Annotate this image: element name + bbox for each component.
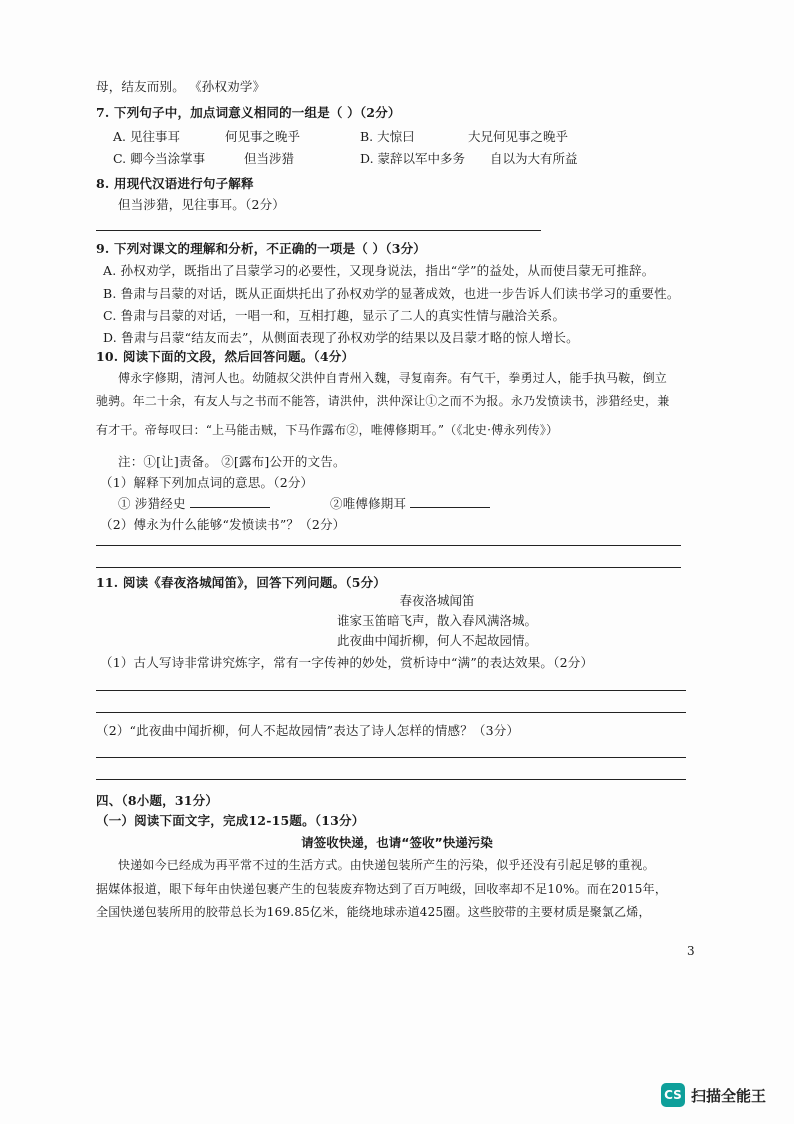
question-7-stem: 7. 下列句子中，加点词意义相同的一组是（ ）（2分） [96,105,401,120]
q10-sub1-b-text: ②唯傅修期耳 [330,496,407,511]
q10-sub2: （2）傅永为什么能够“发愤读书”？（2分） [100,517,346,532]
q8-answer-line[interactable] [96,230,541,231]
article-line-3: 全国快递包装所用的胶带总长为169.85亿米，能绕地球赤道425圈。这些胶带的主要材质是聚氯乙烯， [96,905,651,919]
q10-sub1-b-blank[interactable] [410,495,490,508]
q9-option-b: B. 鲁肃与吕蒙的对话，既从正面烘托出了孙权劝学的显著成效，也进一步告诉人们读书学习的重要性。 [103,286,680,301]
q10-note: 注：①[让]责备。 ②[露布]公开的文告。 [118,454,346,469]
article-line-2: 据媒体报道，眼下每年由快递包裹产生的包装废弃物达到了百万吨级，回收率却不足10%。而在2015年， [96,882,668,896]
q7-option-c: C. 卿今当涂掌事 [113,151,206,166]
q11-sub2: （2）“此夜曲中闻折柳，何人不起故园情”表达了诗人怎样的情感？（3分） [96,723,520,738]
q9-option-d: D. 鲁肃与吕蒙“结友而去”，从侧面表现了孙权劝学的结果以及吕蒙才略的惊人增长。 [103,330,579,345]
q10-answer-line-2[interactable] [96,567,681,568]
scanner-watermark [661,1083,781,1109]
q10-passage-line-2: 驰骋。年二十余，有友人与之书而不能答，请洪仲，洪仲深让①之而不为报。永乃发愤读书，涉猎经史，兼 [96,394,670,408]
q10-passage-line-3: 有才干。帝每叹曰：“上马能击贼，下马作露布②，唯傅修期耳。”（《北史·傅永列传》） [96,423,559,437]
q7-option-b-b: 大兄何见事之晚乎 [468,129,569,144]
camscanner-logo-icon: CS [661,1083,685,1107]
previous-passage-tail: 母，结友而别。 《孙权劝学》 [96,79,266,94]
q11-sub1-answer-line-2[interactable] [96,712,686,713]
question-10-stem: 10. 阅读下面的文段，然后回答问题。（4分） [96,349,355,364]
q7-option-c-b: 但当涉猎 [244,151,295,166]
watermark-text: 扫描全能王 [691,1087,767,1105]
question-8-stem: 8. 用现代汉语进行句子解释 [96,176,254,191]
q11-sub2-answer-line-2[interactable] [96,779,686,780]
q11-sub1: （1）古人写诗非常讲究炼字，常有一字传神的妙处，赏析诗中“满”的表达效果。（2分） [100,655,594,670]
page-number: 3 [687,944,695,958]
q11-sub2-answer-line-1[interactable] [96,757,686,758]
q9-option-a: A. 孙权劝学，既指出了吕蒙学习的必要性，又现身说法，指出“学”的益处，从而使吕蒙无可推辞。 [103,263,655,278]
q10-passage-line-1: 傅永字修期，清河人也。幼随叔父洪仲自青州入魏，寻复南奔。有气干，拳勇过人，能手执马鞍，倒立 [118,371,668,385]
q10-sub1-a [118,495,270,513]
q10-sub1-a-text: ① 涉猎经史 [118,496,186,511]
question-9-stem: 9. 下列对课文的理解和分析，不正确的一项是（ ）（3分） [96,241,427,256]
q7-option-d: D. 蒙辞以军中多务 [360,151,466,166]
q10-sub1-a-blank[interactable] [190,495,270,508]
section-4-sub: （一）阅读下面文字，完成12-15题。（13分） [96,813,365,828]
q8-sentence: 但当涉猎，见往事耳。（2分） [118,197,286,212]
q10-sub1: （1）解释下列加点词的意思。（2分） [100,475,314,490]
poem-line-2: 此夜曲中闻折柳，何人不起故园情。 [336,633,537,648]
q11-sub1-answer-line-1[interactable] [96,690,686,691]
q9-option-c: C. 鲁肃与吕蒙的对话，一唱一和，互相打趣，显示了二人的真实性情与融洽关系。 [103,308,566,323]
poem-title: 春夜洛城闻笛 [399,593,475,608]
q7-option-a-b: 何见事之晚乎 [225,129,301,144]
q10-sub1-b [330,495,490,513]
article-title: 请签收快递，也请“签收”快递污染 [301,835,493,850]
section-4-heading: 四、（8小题，31分） [96,793,219,808]
question-11-stem: 11. 阅读《春夜洛城闻笛》，回答下列问题。（5分） [96,575,386,590]
q10-answer-line-1[interactable] [96,545,681,546]
article-line-1: 快递如今已经成为再平常不过的生活方式。由快递包装所产生的污染，似乎还没有引起足够的重视。 [118,858,655,872]
q7-option-d-b: 自以为大有所益 [490,151,578,166]
q7-option-a: A. 见往事耳 [113,129,180,144]
poem-line-1: 谁家玉笛暗飞声，散入春风满洛城。 [336,613,537,628]
q7-option-b: B. 大惊曰 [360,129,415,144]
